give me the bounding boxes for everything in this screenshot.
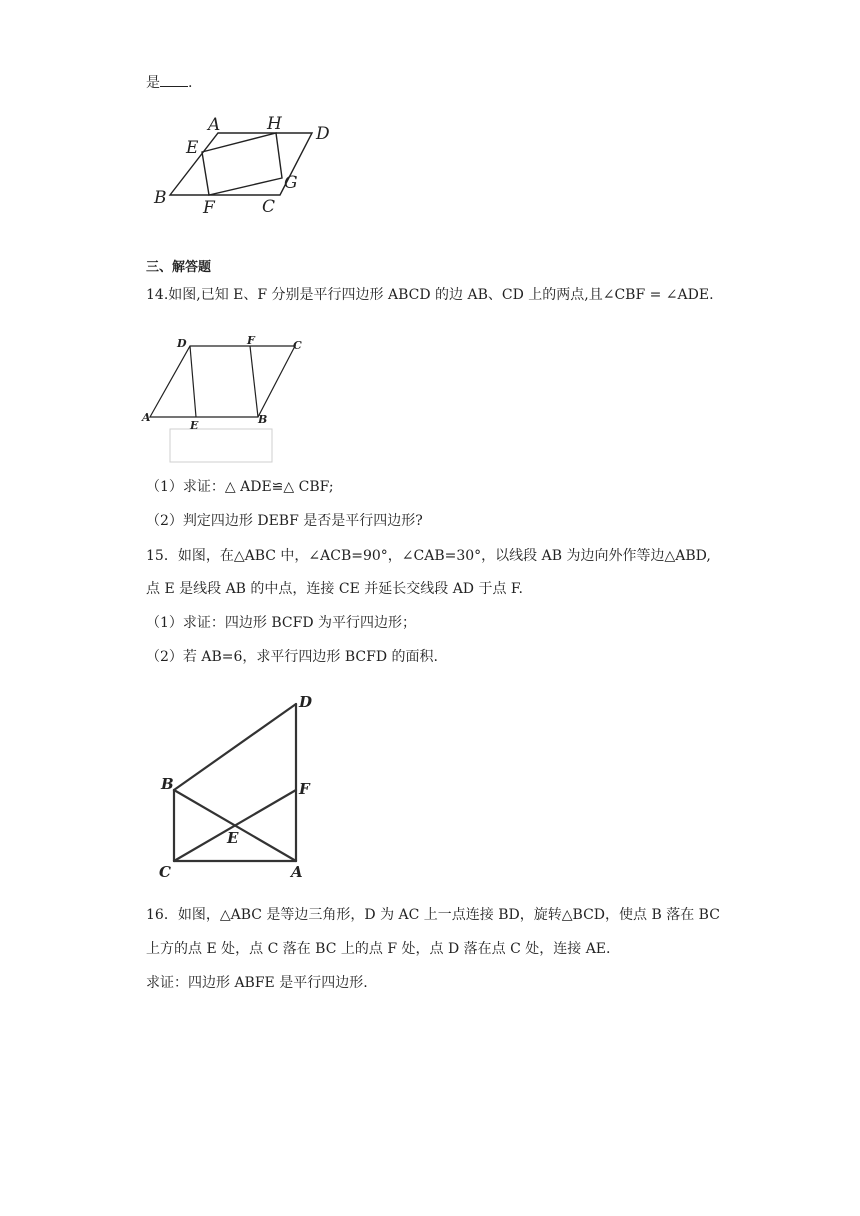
label-E: E — [227, 829, 239, 847]
q15-part2: （2）若 AB=6，求平行四边形 BCFD 的面积. — [146, 649, 438, 665]
q14-stem: 14.如图,已知 E、F 分别是平行四边形 ABCD 的边 AB、CD 上的两点,且∠CBF = ∠ADE. — [146, 287, 714, 303]
segment-bf — [250, 346, 258, 417]
label-C: C — [262, 197, 276, 217]
q13-tail-text: 是 — [146, 75, 160, 91]
figure-q15 — [150, 686, 330, 886]
label-A: A — [208, 115, 221, 135]
label-G: G — [284, 173, 298, 193]
label-H: H — [267, 114, 282, 134]
q15-part1: （1）求证：四边形 BCFD 为平行四边形； — [146, 615, 417, 631]
label-D: D — [177, 337, 187, 350]
answer-blank — [160, 74, 188, 87]
label-D: D — [299, 693, 313, 711]
label-B: B — [154, 188, 167, 208]
figure-q13 — [140, 108, 340, 220]
section-heading: 三、解答题 — [146, 260, 212, 275]
q16-line3: 求证：四边形 ABFE 是平行四边形. — [146, 975, 368, 991]
q14-part2: （2）判定四边形 DEBF 是否是平行四边形? — [146, 513, 423, 529]
q15-line2: 点 E 是线段 AB 的中点，连接 CE 并延长交线段 AD 于点 F. — [146, 581, 523, 597]
label-D: D — [316, 124, 330, 144]
segment-de — [190, 346, 196, 417]
label-F: F — [247, 334, 255, 347]
q16-line2: 上方的点 E 处，点 C 落在 BC 上的点 F 处，点 D 落在点 C 处，连接 AE. — [146, 941, 611, 957]
q14-part1: （1）求证：△ ADE≌△ CBF; — [146, 479, 334, 495]
label-A: A — [142, 411, 151, 424]
label-E: E — [186, 138, 199, 158]
label-A: A — [291, 863, 303, 881]
label-C: C — [293, 339, 302, 352]
label-F: F — [203, 198, 215, 218]
q13-tail — [146, 74, 192, 92]
label-C: C — [159, 863, 171, 881]
answer-box — [170, 429, 272, 462]
q13-tail-end: . — [188, 75, 193, 91]
q16-line1: 16．如图，△ABC 是等边三角形，D 为 AC 上一点连接 BD，旋转△BCD，使点 B 落在 BC — [146, 907, 720, 923]
q15-line1: 15．如图，在△ABC 中，∠ACB=90°，∠CAB=30°，以线段 AB 为边向外作等边△ABD, — [146, 548, 711, 564]
label-B: B — [258, 413, 268, 426]
figure-q14 — [140, 332, 310, 466]
label-E: E — [190, 419, 199, 432]
parallelogram-abcd — [150, 346, 295, 417]
label-B: B — [161, 775, 174, 793]
quadrilateral-efgh — [202, 133, 282, 195]
label-F: F — [299, 780, 310, 798]
segment-bd — [174, 704, 296, 790]
